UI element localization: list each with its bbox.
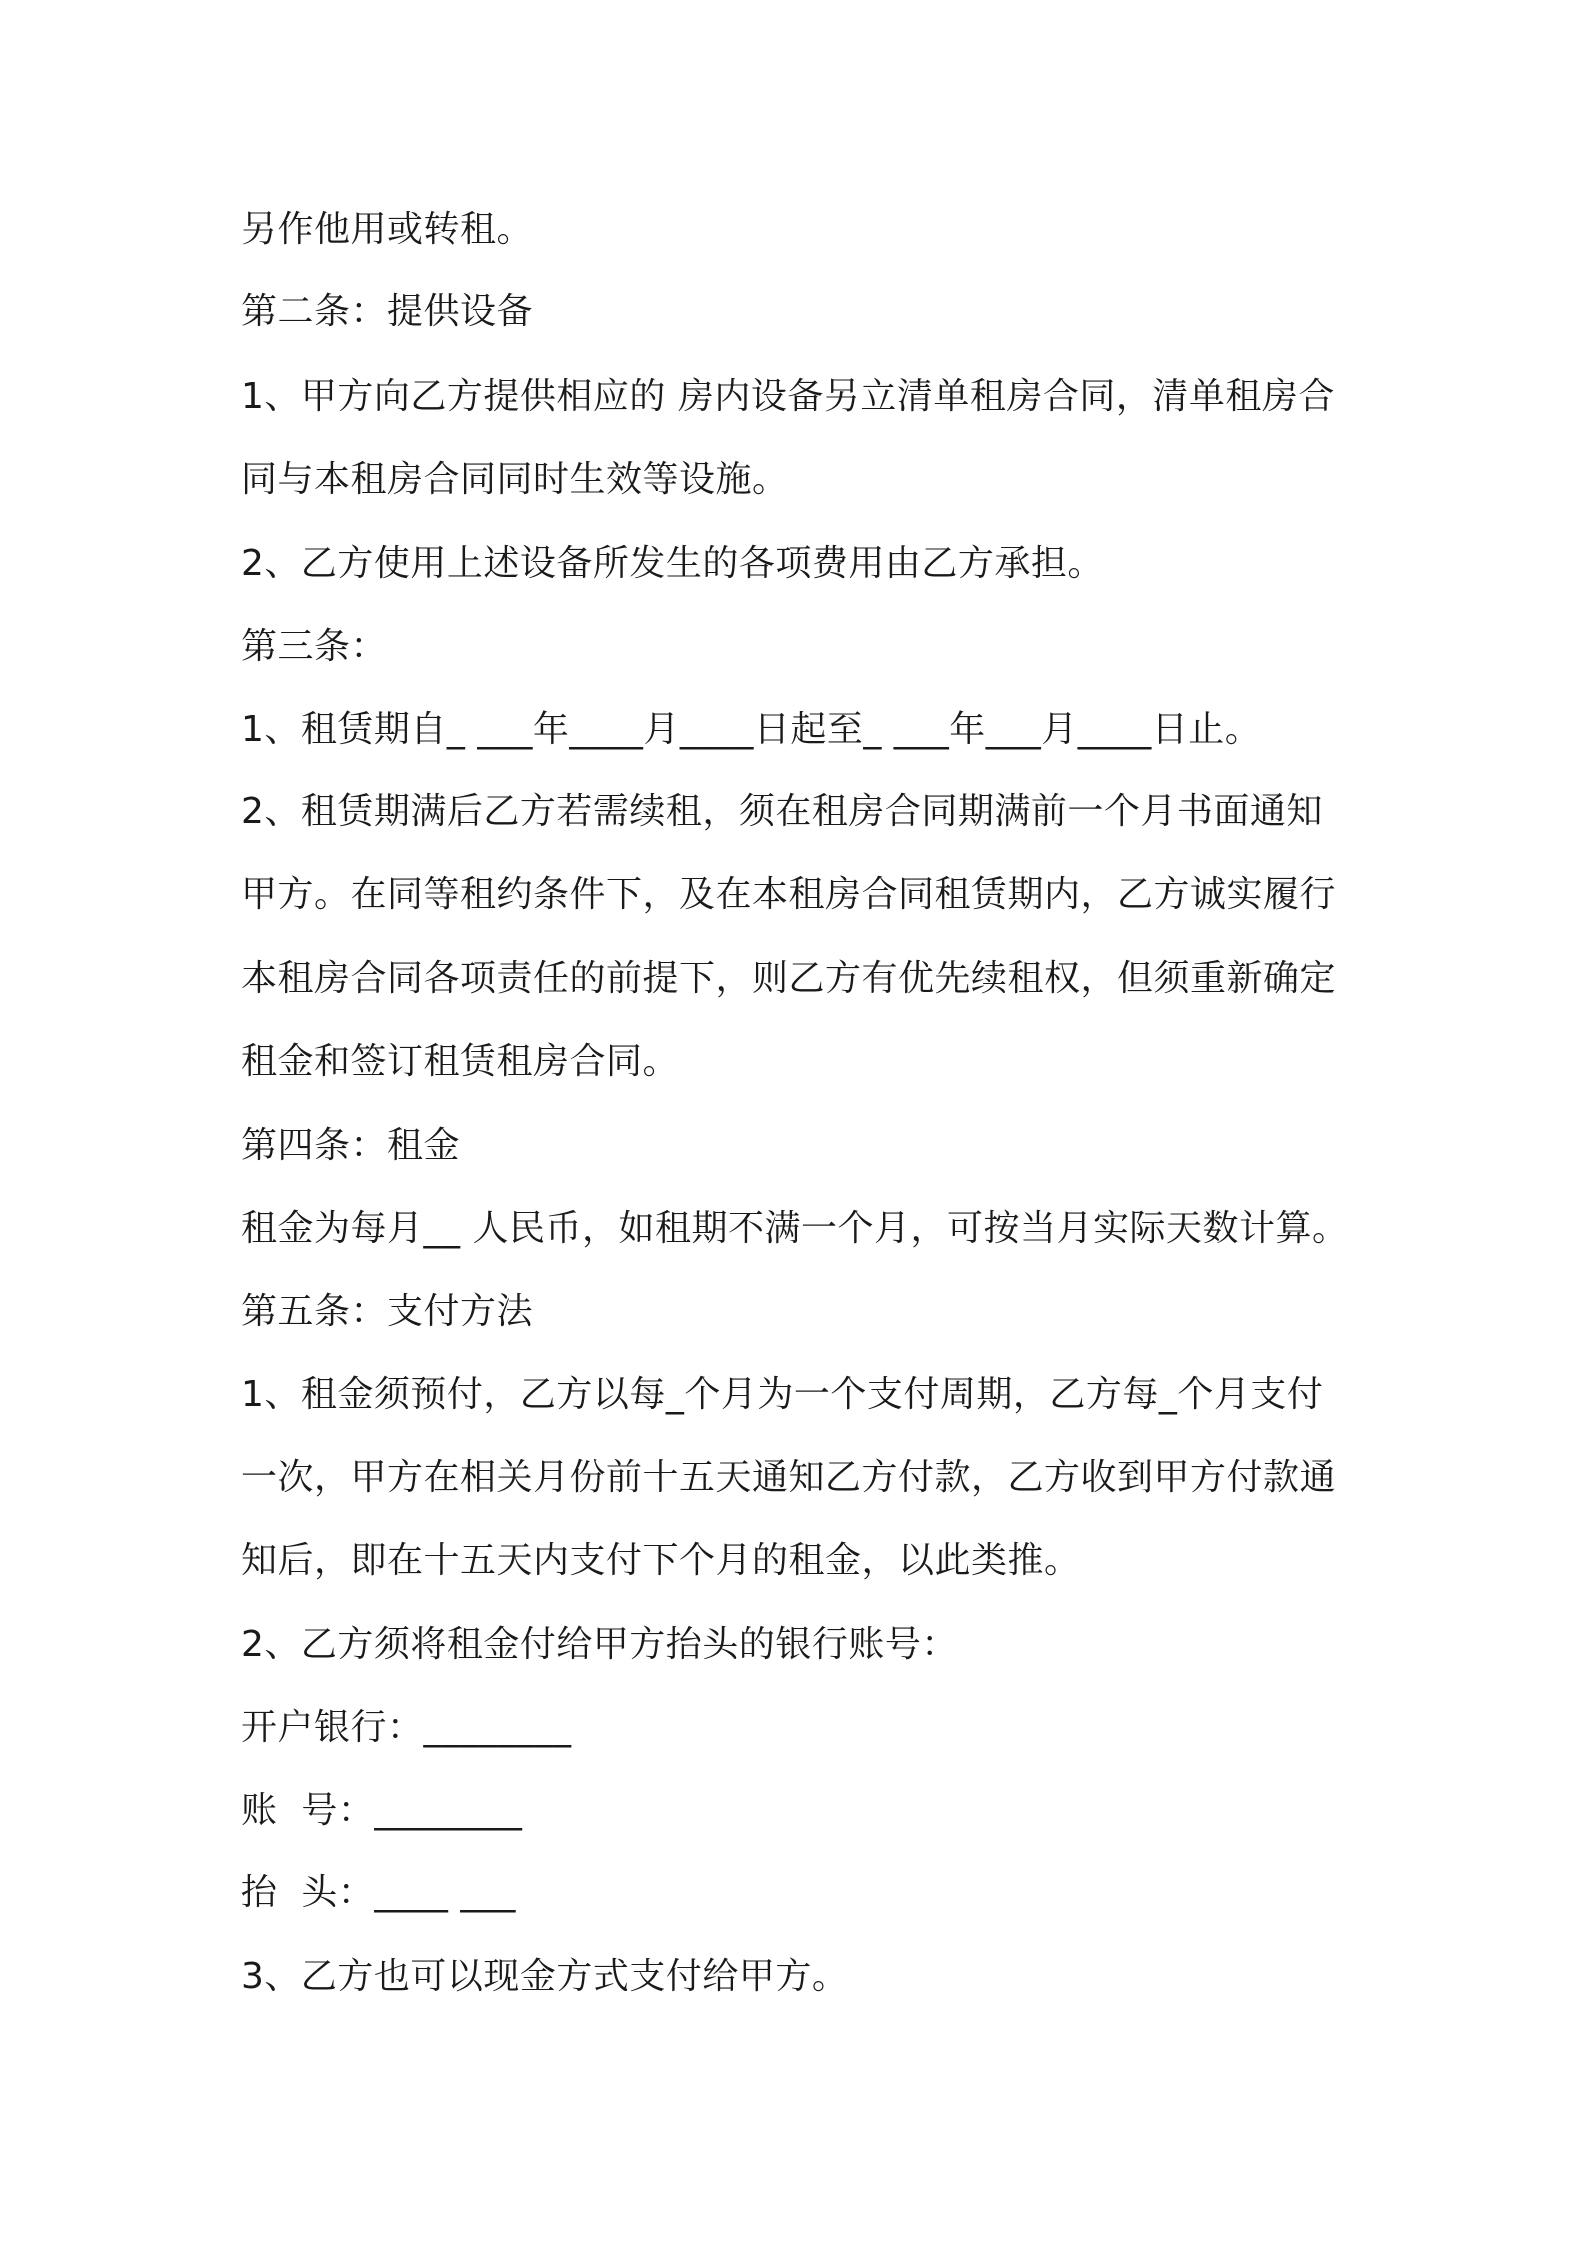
section-heading-3: 第三条： bbox=[241, 626, 388, 667]
account-number-field: 账 号：________ bbox=[241, 1790, 523, 1831]
text-line: 3、乙方也可以现金方式支付给甲方。 bbox=[241, 1956, 849, 1997]
section-heading-4: 第四条：租金 bbox=[241, 1125, 461, 1166]
text-line: 甲方。在同等租约条件下，及在本租房合同租赁期内，乙方诚实履行 bbox=[241, 874, 1337, 915]
text-line: 2、乙方使用上述设备所发生的各项费用由乙方承担。 bbox=[241, 543, 1104, 584]
text-line: 另作他用或转租。 bbox=[241, 209, 534, 250]
text-line: 本租房合同各项责任的前提下，则乙方有优先续租权，但须重新确定 bbox=[241, 958, 1337, 999]
text-line: 一次，甲方在相关月份前十五天通知乙方付款，乙方收到甲方付款通 bbox=[241, 1457, 1337, 1498]
text-line: 知后，即在十五天内支付下个月的租金，以此类推。 bbox=[241, 1540, 1081, 1581]
text-line: 租金和签订租赁租房合同。 bbox=[241, 1041, 680, 1082]
section-heading-5: 第五条：支付方法 bbox=[241, 1291, 534, 1332]
text-line: 2、乙方须将租金付给甲方抬头的银行账号： bbox=[241, 1624, 958, 1665]
bank-name-field: 开户银行：________ bbox=[241, 1707, 572, 1748]
text-line: 1、甲方向乙方提供相应的 房内设备另立清单租房合同，清单租房合 bbox=[241, 376, 1335, 417]
section-heading-2: 第二条：提供设备 bbox=[241, 291, 534, 332]
text-line: 2、租赁期满后乙方若需续租，须在租房合同期满前一个月书面通知 bbox=[241, 791, 1323, 832]
rent-amount-line: 租金为每月__ 人民币，如租期不满一个月，可按当月实际天数计算。 bbox=[241, 1208, 1349, 1249]
account-holder-field: 抬 头：____ ___ bbox=[241, 1872, 516, 1913]
text-line: 1、租金须预付，乙方以每_个月为一个支付周期，乙方每_个月支付 bbox=[241, 1374, 1324, 1415]
text-line: 同与本租房合同同时生效等设施。 bbox=[241, 459, 789, 500]
lease-period-line: 1、租赁期自_ ___年____月____日起至_ ___年___月____日止。 bbox=[241, 709, 1262, 750]
